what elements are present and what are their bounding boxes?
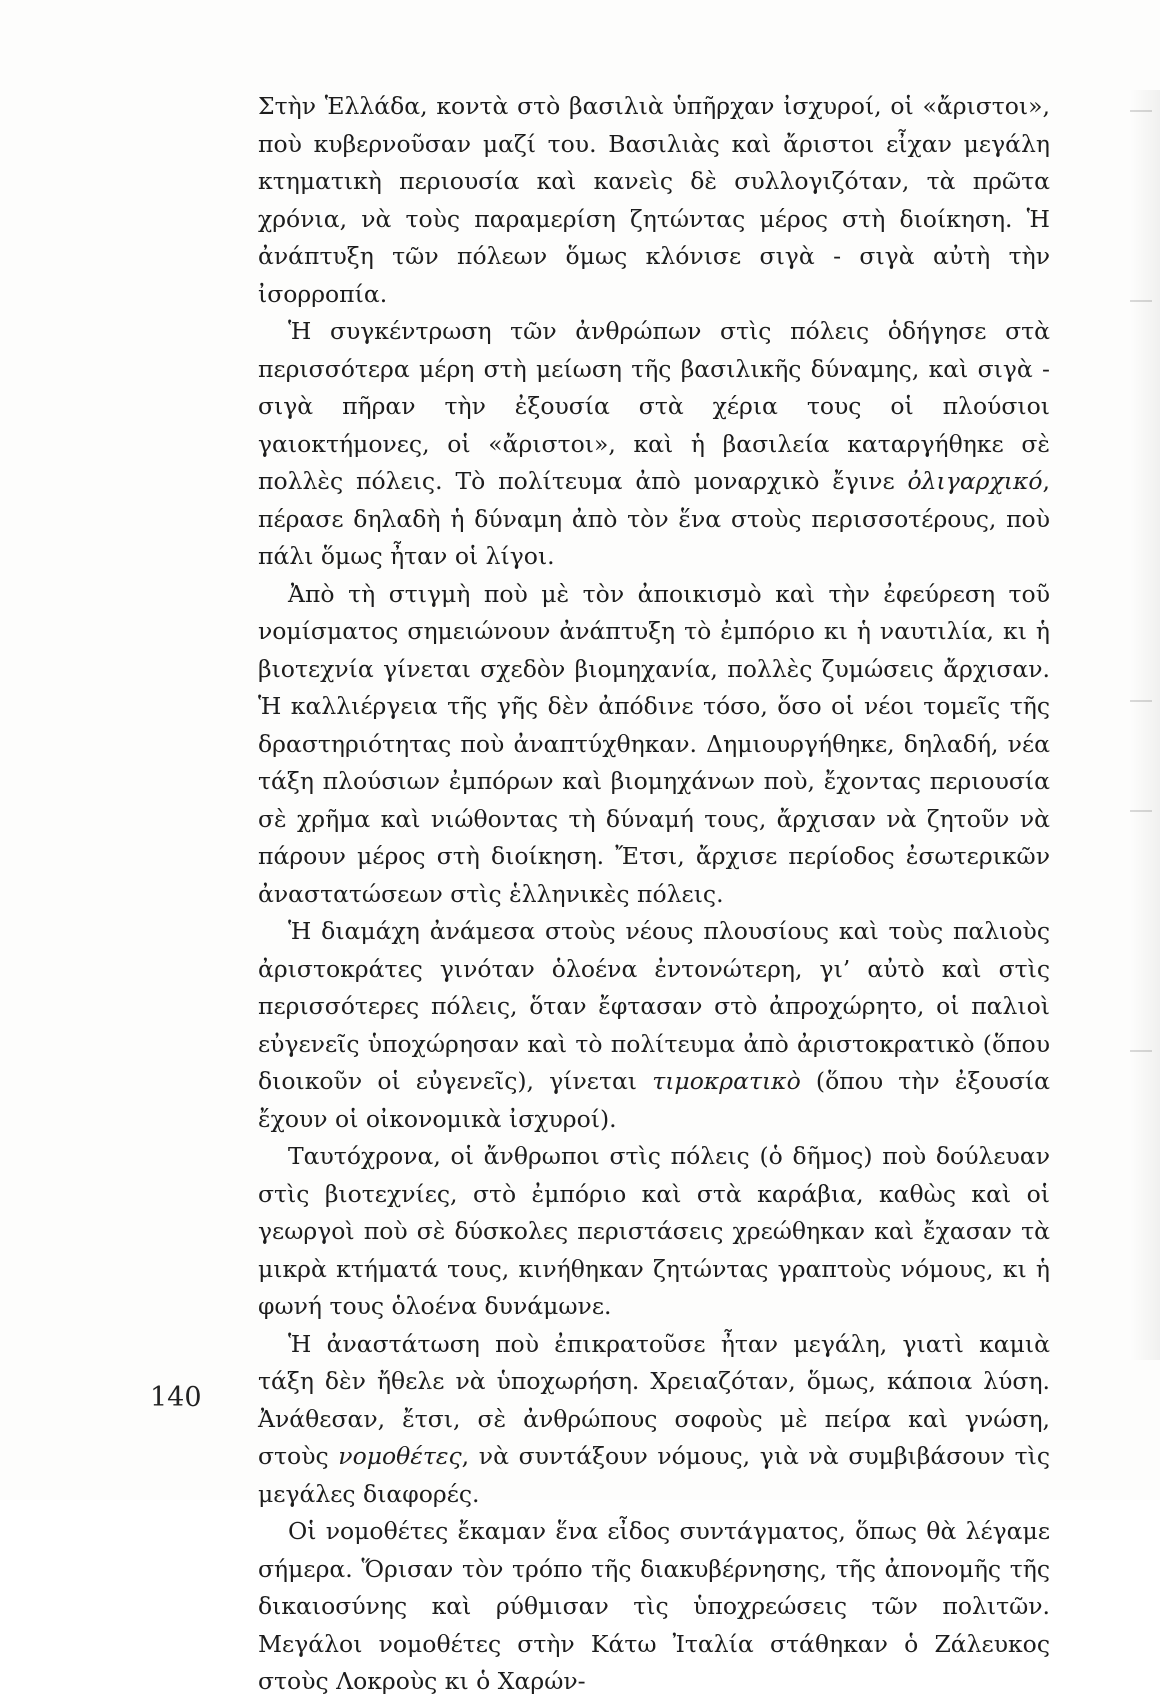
paragraph — [258, 88, 1050, 313]
text-run: Ἡ διαμάχη ἀνάμεσα στοὺς νέους πλουσίους καὶ τοὺς παλιοὺς ἀριστοκράτες γινόταν ὁλοένα ἐντονώτερη, γι’ αὐτὸ καὶ στὶς περισσότερες πόλεις, ὅταν ἔφτασαν στὸ ἀπροχώρητο, οἱ παλιοὶ εὐγενεῖς ὑποχώρησαν καὶ τὸ πολίτευμα ἀπὸ ἀριστοκρατικὸ (ὅπου διοικοῦν οἱ εὐγενεῖς), γίνεται — [258, 917, 1050, 1095]
body-text — [258, 88, 1050, 1701]
italic-term: τιμοκρατικὸ — [652, 1067, 801, 1095]
text-run: Οἱ νομοθέτες ἔκαμαν ἕνα εἶδος συντάγματος, ὅπως θὰ λέγαμε σήμερα. Ὅρισαν τὸν τρόπο τῆς διακυβέρνησης, τῆς ἀπονομῆς τῆς δικαιοσύνης καὶ ρύθμισαν τὶς ὑποχρεώσεις τῶν πολιτῶν. Μεγάλοι νομοθέτες στὴν Κάτω Ἰταλία στάθηκαν ὁ Ζάλευκος στοὺς Λοκροὺς κι ὁ Χαρών- — [258, 1517, 1050, 1695]
bleed-mark — [1130, 300, 1152, 302]
text-run: Ἀπὸ τὴ στιγμὴ ποὺ μὲ τὸν ἀποικισμὸ καὶ τὴν ἐφεύρεση τοῦ νομίσματος σημειώνουν ἀνάπτυξη τὸ ἐμπόριο κι ἡ ναυτιλία, κι ἡ βιοτεχνία γίνεται σχεδὸν βιομηχανία, πολλὲς ζυμώσεις ἄρχισαν. Ἡ καλλιέργεια τῆς γῆς δὲν ἀπόδινε τόσο, ὅσο οἱ νέοι τομεῖς τῆς δραστηριότητας ποὺ ἀναπτύχθηκαν. Δημιουργήθηκε, δηλαδή, νέα τάξη πλούσιων ἐμπόρων καὶ βιομηχάνων ποὺ, ἔχοντας περιουσία σὲ χρῆμα καὶ νιώθοντας τὴ δύναμή τους, ἄρχισαν νὰ ζητοῦν νὰ πάρουν μέρος στὴ διοίκηση. Ἔτσι, ἄρχισε περίοδος ἐσωτερικῶν ἀναστατώσεων στὶς ἑλληνικὲς πόλεις. — [258, 579, 1050, 908]
italic-term: νομοθέτες — [338, 1442, 462, 1470]
bleed-mark — [1130, 1050, 1152, 1052]
page-number: 140 — [150, 1382, 202, 1413]
bleed-mark — [1130, 810, 1152, 812]
paragraph — [258, 313, 1050, 576]
paragraph — [258, 576, 1050, 914]
text-run: Ταυτόχρονα, οἱ ἄνθρωποι στὶς πόλεις (ὁ δῆμος) ποὺ δούλευαν στὶς βιοτεχνίες, στὸ ἐμπόριο καὶ στὰ καράβια, καθὼς καὶ οἱ γεωργοὶ ποὺ σὲ δύσκολες περιστάσεις χρεώθηκαν καὶ ἔχασαν τὰ μικρὰ κτήματά τους, κινήθηκαν ζητώντας γραπτοὺς νόμους, κι ἡ φωνή τους ὁλοένα δυνάμωνε. — [258, 1142, 1050, 1320]
italic-term: ὀλιγαρχικό — [907, 467, 1043, 495]
paragraph — [258, 913, 1050, 1138]
text-run: Στὴν Ἑλλάδα, κοντὰ στὸ βασιλιὰ ὑπῆρχαν ἰσχυροί, οἱ «ἄριστοι», ποὺ κυβερνοῦσαν μαζί του. Βασιλιὰς καὶ ἄριστοι εἶχαν μεγάλη κτηματικὴ περιουσία καὶ κανεὶς δὲ συλλογιζόταν, τὰ πρῶτα χρόνια, νὰ τοὺς παραμερίση ζητώντας μέρος στὴ διοίκηση. Ἡ ἀνάπτυξη τῶν πόλεων ὅμως κλόνισε σιγὰ - σιγὰ αὐτὴ τὴν ἰσορροπία. — [258, 92, 1050, 308]
text-run: Ἡ συγκέντρωση τῶν ἀνθρώπων στὶς πόλεις ὁδήγησε στὰ περισσότερα μέρη στὴ μείωση τῆς βασιλικῆς δύναμης, καὶ σιγὰ - σιγὰ πῆραν τὴν ἐξουσία στὰ χέρια τους οἱ πλούσιοι γαιοκτήμονες, οἱ «ἄριστοι», καὶ ἡ βασιλεία καταργήθηκε σὲ πολλὲς πόλεις. Τὸ πολίτευμα ἀπὸ μοναρχικὸ ἔγινε — [258, 317, 1050, 495]
paragraph — [258, 1138, 1050, 1326]
text-run: (ὅπου τὴν ἐξουσία ἔχουν οἱ οἰκονομικὰ ἰσχυροί). — [258, 1067, 1050, 1133]
text-run: Ἡ ἀναστάτωση ποὺ ἐπικρατοῦσε ἦταν μεγάλη, γιατὶ καμιὰ τάξη δὲν ἤθελε νὰ ὑποχωρήση. Χρειαζόταν, ὅμως, κάποια λύση. Ἀνάθεσαν, ἔτσι, σὲ ἀνθρώπους σοφοὺς μὲ πείρα καὶ γνώση, στοὺς — [258, 1329, 1050, 1470]
paragraph — [258, 1513, 1050, 1701]
text-run: , πέρασε δηλαδὴ ἡ δύναμη ἀπὸ τὸν ἕνα στοὺς περισσοτέρους, ποὺ πάλι ὅμως ἦταν οἱ λίγοι. — [258, 467, 1050, 570]
text-run: , νὰ συντάξουν νόμους, γιὰ νὰ συμβιβάσουν τὶς μεγάλες διαφορές. — [258, 1442, 1050, 1508]
bleed-mark — [1130, 110, 1152, 112]
paragraph — [258, 1326, 1050, 1514]
page-edge-shadow — [1130, 90, 1160, 1360]
bleed-mark — [1130, 700, 1152, 702]
